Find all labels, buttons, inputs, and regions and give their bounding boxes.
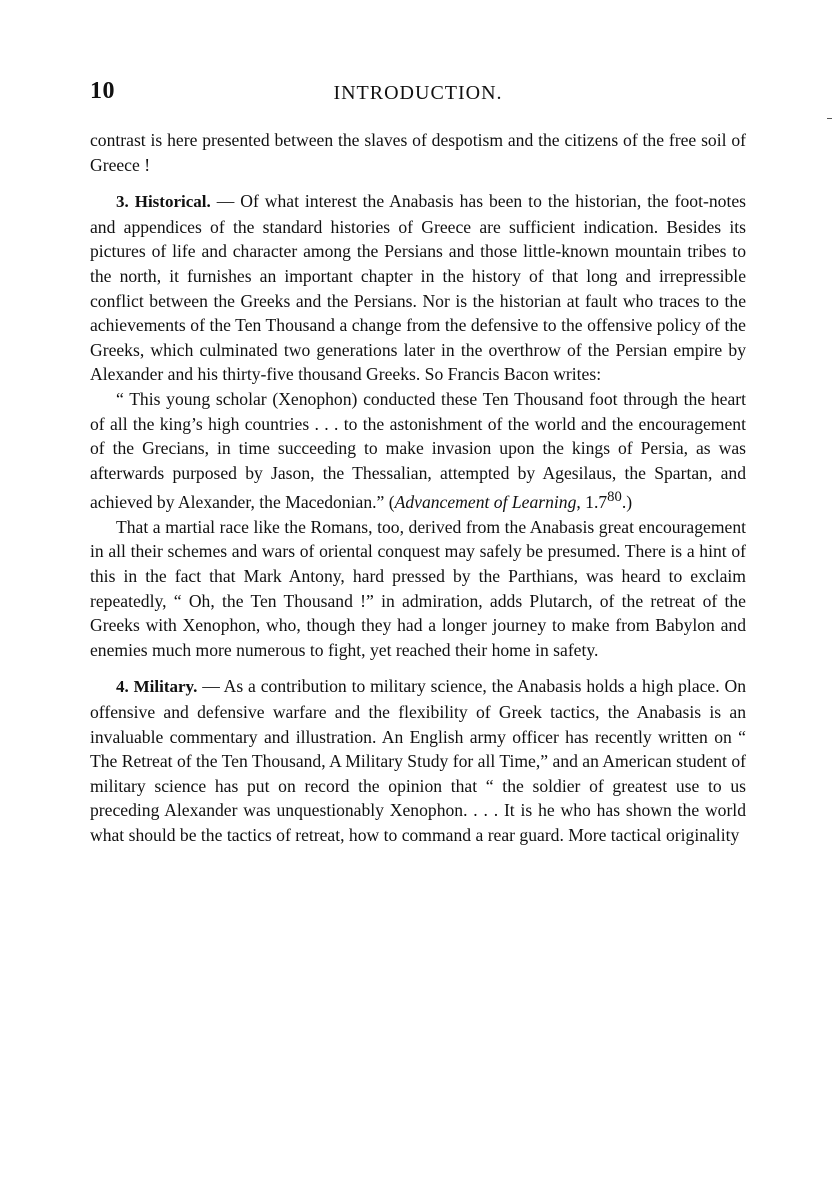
citation-title: Advancement of Learning <box>394 492 577 513</box>
paragraph-military <box>90 674 746 847</box>
running-head: INTRODUCTION. <box>333 82 503 104</box>
paragraph-text: — Of what interest the Anabasis has been to the historian, the foot-notes and appendices of the standard histories of Greece are sufficient indication. Besides its pictures of life and character among the Persians and those little-known mountain tribes to the north, it furnishes an important chapter in the history of that long and irrepressible conflict between the Greeks and the Persians. Nor is the historian at fault who traces to the achievements of the Ten Thousand a change from the defensive to the offensive policy of the Greeks, which culminated two generations later in the overthrow of the Persian empire by Alexander and his thirty-five thousand Greeks. So Francis Bacon writes: <box>90 191 746 385</box>
page-number: 10 <box>90 78 115 104</box>
body-text <box>90 128 746 847</box>
paragraph-text: — As a contribution to military science, the Anabasis holds a high place. On offensive and defensive warfare and the flexibility of Greek tactics, the Anabasis is an invaluable commentary and illustration. An English army officer has recently written on “ The Retreat of the Ten Thousand, A Military Study for all Time,” and an American student of military science has put on record the opinion that “ the soldier of greatest use to us preceding Alexander was unquestionably Xenophon. . . . It is he who has shown the world what should be the tactics of retreat, how to command a rear guard. More tactical originality <box>90 676 746 845</box>
section-heading-historical: Historical. <box>134 192 211 212</box>
paragraph-bacon-quote <box>90 387 746 515</box>
margin-mark <box>827 118 832 119</box>
paragraph-historical <box>90 189 746 387</box>
section-heading-military: Military. <box>133 677 198 697</box>
paragraph-romans: That a martial race like the Romans, too, derived from the Anabasis great encouragement in all their schemes and wars of oriental conquest may safely be presumed. There is a hint of this in the fact that Mark Antony, hard pressed by the Parthians, was heard to exclaim repeatedly, “ Oh, the Ten Thousand !” in admiration, adds Plutarch, of the retreat of the Greeks with Xenophon, who, though they had a longer journey to make from Babylon and enemies much more numerous to fight, yet reached their home in safety. <box>90 516 746 660</box>
section-number: 3. <box>116 192 129 212</box>
page-header <box>90 74 746 114</box>
section-number: 4. <box>116 677 129 697</box>
paragraph-continuation: contrast is here presented between the slaves of despotism and the citizens of the free soil of Greece ! <box>90 130 746 175</box>
quote-text: “ This young scholar (Xenophon) conducted these Ten Thousand foot through the heart of all the king’s high countries . . . to the astonishment of the world and the encouragement of the Grecians, in time succeeding to make invasion upon the kings of Persia, as was afterwards purposed by Jason, the Thessalian, attempted by Agesilaus, the Spartan, and achieved by Alexander, the Macedonian.” ( <box>90 388 746 513</box>
citation-close: .) <box>621 492 633 513</box>
citation-reference: , 1.7 <box>576 492 608 513</box>
book-page <box>90 74 746 847</box>
citation-superscript: 80 <box>607 489 622 506</box>
